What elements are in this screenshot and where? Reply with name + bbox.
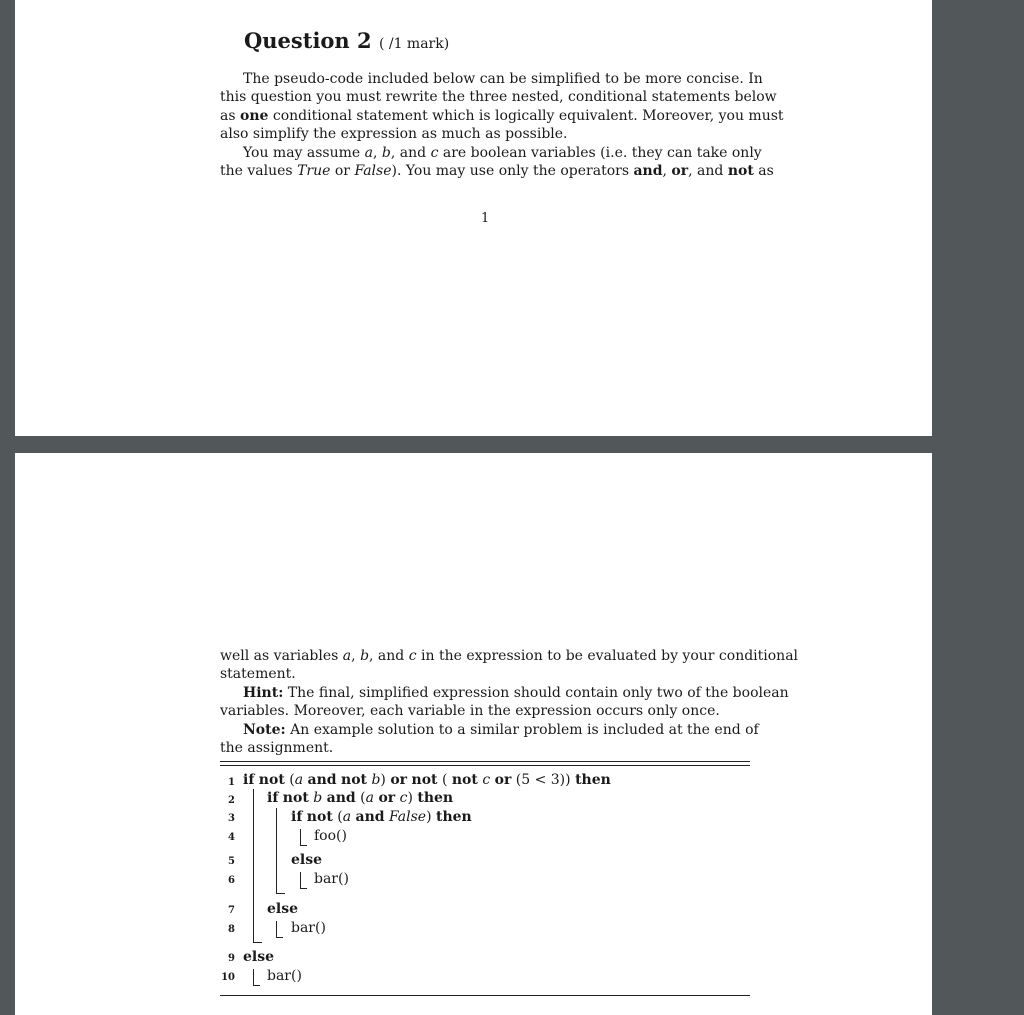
- question-title: Question 2: [244, 28, 372, 53]
- text-segment: ,: [351, 648, 361, 664]
- text-line: [220, 107, 784, 125]
- code-line: [267, 901, 298, 917]
- code-line: [291, 852, 322, 868]
- stmt-bracket: [276, 921, 277, 937]
- text-segment: not: [258, 772, 285, 788]
- text-segment: statement.: [220, 666, 296, 683]
- line-number: 9: [228, 953, 235, 964]
- text-line: [220, 684, 798, 702]
- page2-paragraph: [220, 647, 798, 757]
- text-line: [220, 125, 784, 143]
- line-number: 3: [228, 813, 235, 824]
- text-segment: The pseudo-code included below can be simplified to be more concise. In: [243, 71, 763, 87]
- text-segment: The final, simplified expression should contain only two of the boolean: [283, 684, 789, 701]
- code-line: [291, 920, 326, 936]
- text-segment: (: [332, 809, 343, 825]
- text-segment: c: [482, 772, 491, 788]
- text-segment: the assignment.: [220, 740, 334, 757]
- line-number: 10: [221, 972, 235, 983]
- text-segment: or: [390, 772, 408, 788]
- text-segment: b: [313, 790, 323, 806]
- text-segment: a: [294, 772, 304, 788]
- text-segment: a: [365, 790, 374, 806]
- text-segment: ,: [662, 163, 672, 180]
- stmt-bracket: [300, 829, 301, 845]
- stmt-bracket: [300, 872, 301, 888]
- text-segment: a: [342, 648, 352, 664]
- text-segment: , and: [390, 144, 431, 161]
- text-segment: if: [267, 790, 279, 806]
- text-line: [220, 647, 798, 665]
- document-page-2: [15, 453, 932, 1015]
- text-segment: You may assume: [243, 144, 365, 161]
- line-number: 7: [228, 905, 235, 916]
- text-segment: ): [407, 790, 418, 806]
- text-segment: ,: [373, 144, 382, 161]
- text-segment: a: [342, 809, 352, 825]
- question-heading: [244, 28, 449, 53]
- text-segment: are boolean variables (i.e. they can take only: [438, 144, 762, 161]
- stmt-bracket-foot: [253, 985, 260, 986]
- algorithm-top-rule-inner: [220, 765, 750, 766]
- text-segment: this question you must rewrite the three nested, conditional statements below: [220, 89, 777, 106]
- block-bracket-outer-foot: [253, 942, 262, 943]
- text-segment: b: [381, 144, 391, 161]
- text-line: [220, 70, 784, 88]
- text-segment: or: [671, 163, 689, 180]
- text-segment: not: [306, 809, 333, 825]
- code-line: [243, 949, 274, 965]
- stmt-bracket-foot: [300, 845, 307, 846]
- text-segment: bar(): [267, 968, 302, 984]
- text-segment: b: [371, 772, 381, 788]
- block-bracket-inner-foot: [276, 893, 285, 894]
- text-segment: else: [291, 852, 323, 868]
- text-segment: c: [399, 790, 408, 806]
- text-segment: ): [380, 772, 391, 788]
- text-segment: then: [417, 790, 454, 806]
- text-segment: well as variables: [220, 648, 343, 664]
- text-segment: or: [330, 163, 355, 180]
- text-segment: (: [355, 790, 366, 806]
- text-segment: Note:: [243, 721, 286, 738]
- block-bracket-outer: [253, 789, 254, 942]
- code-line: [243, 772, 611, 788]
- text-segment: else: [267, 901, 299, 917]
- text-segment: else: [243, 949, 275, 965]
- text-segment: An example solution to a similar problem is included at the end of: [285, 721, 759, 738]
- text-segment: also simplify the expression as much as possible.: [220, 126, 568, 143]
- text-segment: conditional statement which is logically equivalent. Moreover, you must: [268, 107, 784, 124]
- text-segment: not: [411, 772, 438, 788]
- block-bracket-inner: [276, 808, 277, 893]
- algorithm-top-rule: [220, 761, 750, 762]
- text-line: [220, 702, 798, 720]
- stmt-bracket-foot: [300, 888, 307, 889]
- text-segment: not: [282, 790, 309, 806]
- stmt-bracket-foot: [276, 937, 283, 938]
- text-segment: and: [307, 772, 337, 788]
- text-segment: then: [436, 809, 472, 825]
- text-segment: in the expression to be evaluated by your conditional: [416, 648, 799, 664]
- text-segment: or: [378, 790, 396, 806]
- line-number: 6: [228, 875, 235, 886]
- text-segment: and: [355, 809, 385, 825]
- text-segment: and: [633, 163, 663, 180]
- text-segment: c: [408, 648, 417, 664]
- text-segment: and: [326, 790, 356, 806]
- text-segment: (5 < 3)): [511, 772, 576, 788]
- document-page-1: [15, 0, 932, 436]
- question-mark: ( /1 mark): [378, 36, 450, 52]
- text-segment: ): [426, 809, 436, 825]
- text-segment: (: [437, 772, 452, 788]
- code-line: [267, 790, 453, 806]
- code-line: [314, 828, 347, 844]
- text-segment: then: [575, 772, 611, 788]
- line-number: 5: [228, 856, 235, 867]
- text-segment: False: [389, 809, 427, 825]
- line-number: 8: [228, 924, 235, 935]
- text-segment: False: [354, 163, 392, 180]
- text-line: [220, 144, 784, 162]
- stmt-bracket: [253, 969, 254, 985]
- line-number: 1: [228, 777, 235, 788]
- code-line: [314, 871, 349, 887]
- text-segment: foo(): [314, 828, 347, 844]
- text-segment: , and: [369, 648, 409, 664]
- text-line: [220, 162, 784, 180]
- text-segment: variables. Moreover, each variable in the expression occurs only once.: [220, 703, 720, 720]
- text-segment: True: [297, 163, 331, 180]
- text-segment: the values: [220, 163, 298, 180]
- code-line: [267, 968, 302, 984]
- text-segment: (: [284, 772, 295, 788]
- text-segment: , and: [688, 163, 728, 180]
- text-segment: if: [243, 772, 255, 788]
- text-line: [220, 739, 798, 757]
- text-segment: bar(): [314, 871, 349, 887]
- text-segment: not: [341, 772, 367, 788]
- line-number: 2: [228, 795, 235, 806]
- text-segment: if: [291, 809, 303, 825]
- text-segment: or: [494, 772, 512, 788]
- code-line: [291, 809, 472, 825]
- text-line: [220, 721, 798, 739]
- text-segment: c: [430, 144, 439, 161]
- line-number: 4: [228, 832, 235, 843]
- text-segment: a: [364, 144, 374, 161]
- text-line: [220, 88, 784, 106]
- text-segment: bar(): [291, 920, 326, 936]
- text-segment: as: [220, 107, 240, 124]
- page1-paragraph: [220, 70, 784, 180]
- algorithm-bottom-rule: [220, 995, 750, 996]
- text-segment: not: [451, 772, 478, 788]
- text-segment: one: [239, 107, 269, 124]
- text-segment: b: [360, 648, 370, 664]
- text-segment: as: [753, 163, 774, 180]
- text-segment: ). You may use only the operators: [391, 163, 634, 180]
- page-number: 1: [481, 211, 490, 226]
- text-line: [220, 665, 798, 683]
- text-segment: not: [727, 163, 754, 180]
- text-segment: Hint:: [243, 684, 284, 701]
